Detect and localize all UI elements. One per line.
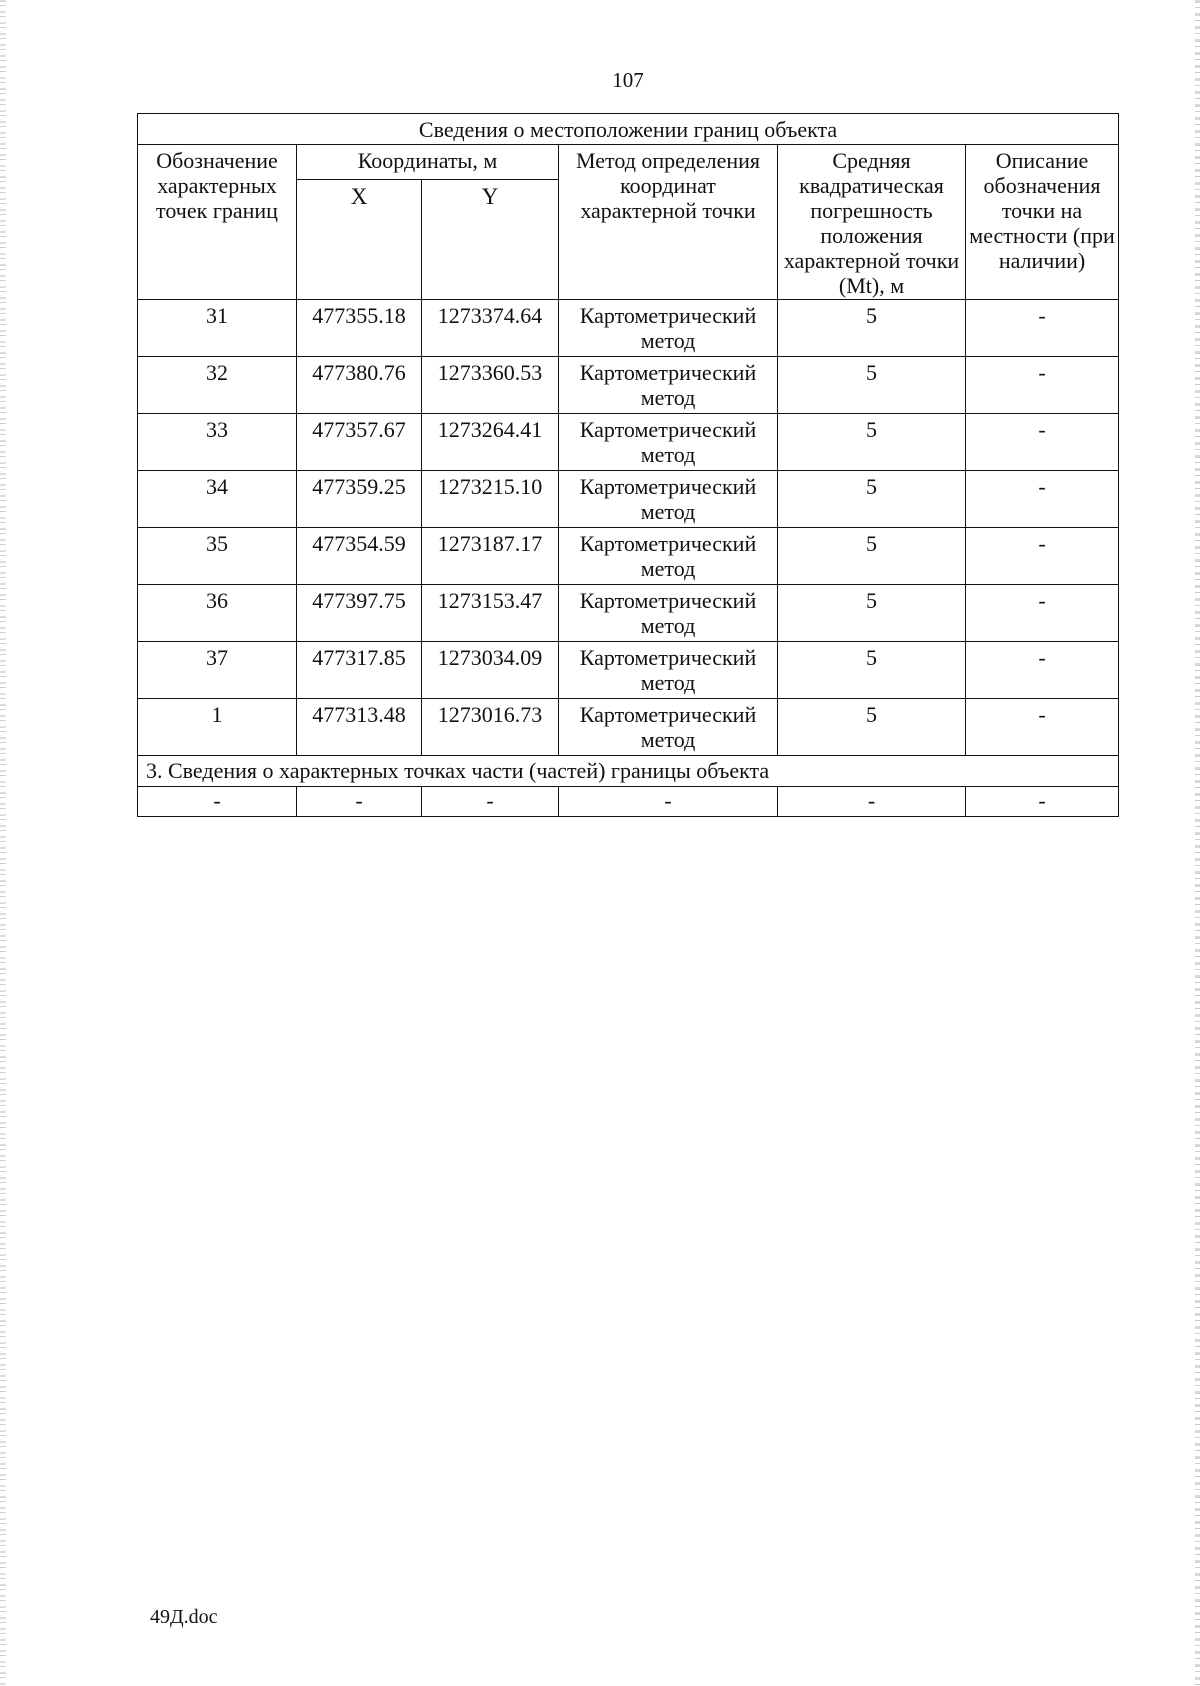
section3-cell: - bbox=[778, 787, 966, 817]
cell-x: 477354.59 bbox=[297, 528, 422, 585]
cell-accuracy: 5 bbox=[778, 528, 966, 585]
cell-description: - bbox=[966, 528, 1119, 585]
section3-cell: - bbox=[559, 787, 778, 817]
cell-description: - bbox=[966, 300, 1119, 357]
table-row bbox=[138, 699, 1119, 756]
cell-description: - bbox=[966, 471, 1119, 528]
cell-description: - bbox=[966, 585, 1119, 642]
section3-cell: - bbox=[297, 787, 422, 817]
cell-point: 36 bbox=[138, 585, 297, 642]
cell-description: - bbox=[966, 642, 1119, 699]
header-description: Описание обозначения точки на местности (при наличии) bbox=[966, 145, 1119, 300]
cell-x: 477317.85 bbox=[297, 642, 422, 699]
cell-x: 477355.18 bbox=[297, 300, 422, 357]
table-title: Сведения о местоположении границ объекта bbox=[138, 114, 1119, 145]
cell-y: 1273016.73 bbox=[422, 699, 559, 756]
boundary-table bbox=[137, 113, 1119, 817]
cell-accuracy: 5 bbox=[778, 357, 966, 414]
cell-accuracy: 5 bbox=[778, 585, 966, 642]
header-y: Y bbox=[422, 180, 559, 300]
cell-x: 477397.75 bbox=[297, 585, 422, 642]
cell-x: 477380.76 bbox=[297, 357, 422, 414]
cell-point: 35 bbox=[138, 528, 297, 585]
table-row bbox=[138, 585, 1119, 642]
cell-accuracy: 5 bbox=[778, 300, 966, 357]
cell-point: 32 bbox=[138, 357, 297, 414]
scan-edge-left bbox=[0, 0, 6, 1686]
scan-edge-right bbox=[1195, 0, 1200, 1686]
section3-row bbox=[138, 787, 1119, 817]
table-row bbox=[138, 357, 1119, 414]
cell-description: - bbox=[966, 357, 1119, 414]
cell-method: Картометрический метод bbox=[559, 585, 778, 642]
table-row bbox=[138, 414, 1119, 471]
footer-filename: 49Д.doc bbox=[150, 1606, 218, 1628]
table-row bbox=[138, 471, 1119, 528]
cell-accuracy: 5 bbox=[778, 642, 966, 699]
cell-x: 477313.48 bbox=[297, 699, 422, 756]
table-row bbox=[138, 300, 1119, 357]
cell-y: 1273187.17 bbox=[422, 528, 559, 585]
cell-method: Картометрический метод bbox=[559, 528, 778, 585]
cell-method: Картометрический метод bbox=[559, 414, 778, 471]
section3-cell: - bbox=[966, 787, 1119, 817]
header-coordinates: Координаты, м bbox=[297, 145, 559, 180]
cell-point: 34 bbox=[138, 471, 297, 528]
section3-title: 3. Сведения о характерных точках части (частей) границы объекта bbox=[138, 756, 1119, 787]
cell-y: 1273153.47 bbox=[422, 585, 559, 642]
header-point: Обозначение характерных точек границ bbox=[138, 145, 297, 300]
cell-x: 477359.25 bbox=[297, 471, 422, 528]
header-method: Метод определения координат характерной точки bbox=[559, 145, 778, 300]
section3-cell: - bbox=[422, 787, 559, 817]
cell-y: 1273034.09 bbox=[422, 642, 559, 699]
cell-point: 37 bbox=[138, 642, 297, 699]
cell-method: Картометрический метод bbox=[559, 300, 778, 357]
cell-description: - bbox=[966, 699, 1119, 756]
cell-point: 1 bbox=[138, 699, 297, 756]
cell-y: 1273360.53 bbox=[422, 357, 559, 414]
cell-point: 33 bbox=[138, 414, 297, 471]
cell-accuracy: 5 bbox=[778, 471, 966, 528]
cell-y: 1273215.10 bbox=[422, 471, 559, 528]
cell-accuracy: 5 bbox=[778, 414, 966, 471]
page-number: 107 bbox=[612, 68, 644, 92]
table-row bbox=[138, 642, 1119, 699]
cell-method: Картометрический метод bbox=[559, 642, 778, 699]
cell-y: 1273374.64 bbox=[422, 300, 559, 357]
section3-cell: - bbox=[138, 787, 297, 817]
table-row bbox=[138, 528, 1119, 585]
cell-x: 477357.67 bbox=[297, 414, 422, 471]
cell-method: Картометрический метод bbox=[559, 357, 778, 414]
cell-y: 1273264.41 bbox=[422, 414, 559, 471]
header-accuracy: Средняя квадратическая погрешность положения характерной точки (Mt), м bbox=[778, 145, 966, 300]
cell-description: - bbox=[966, 414, 1119, 471]
cell-accuracy: 5 bbox=[778, 699, 966, 756]
cell-method: Картометрический метод bbox=[559, 699, 778, 756]
cell-method: Картометрический метод bbox=[559, 471, 778, 528]
cell-point: 31 bbox=[138, 300, 297, 357]
header-x: X bbox=[297, 180, 422, 300]
